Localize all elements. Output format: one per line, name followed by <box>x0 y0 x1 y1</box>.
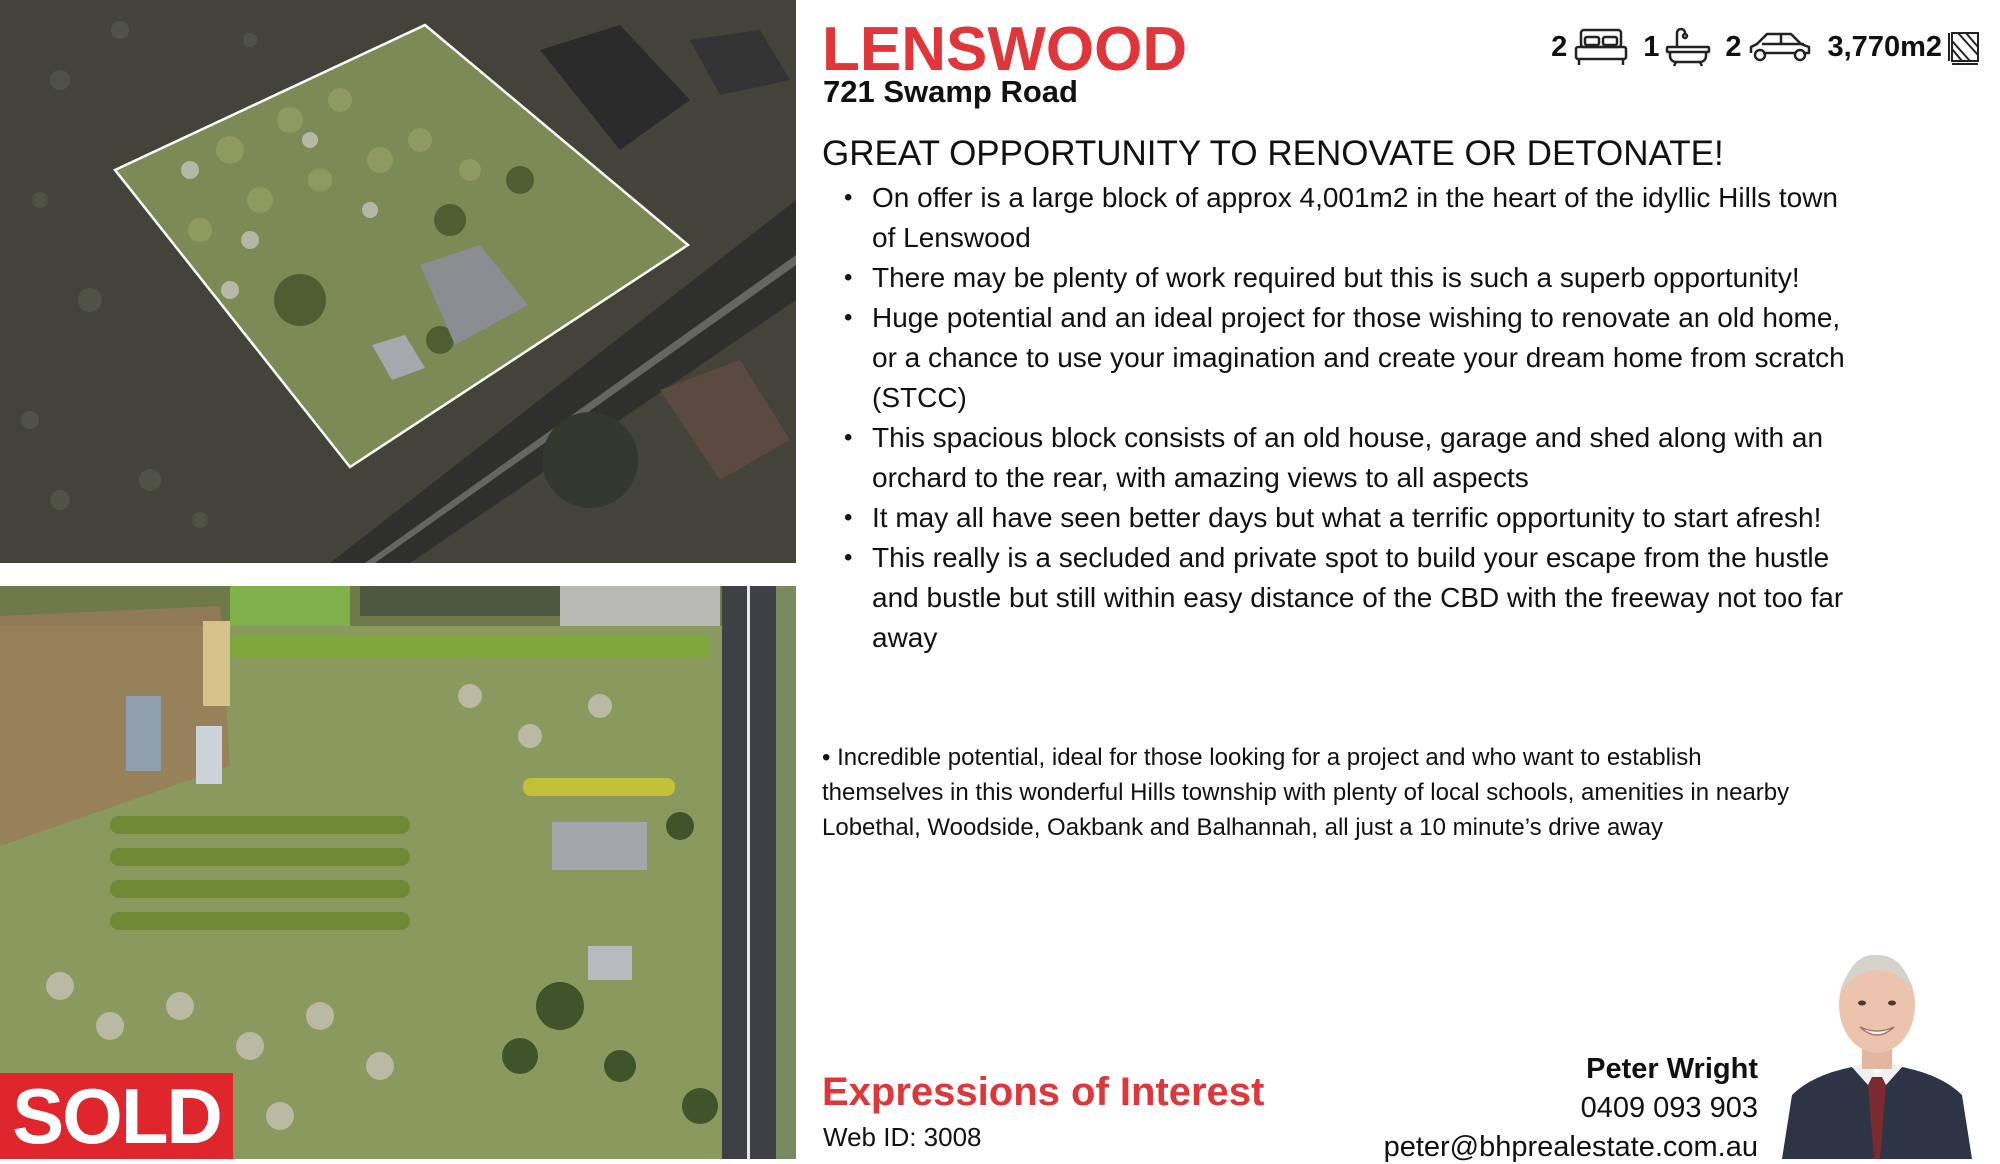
web-id: Web ID: 3008 <box>823 1122 982 1152</box>
agent-email[interactable]: peter@bhprealestate.com.au <box>1383 1131 1758 1163</box>
list-item: • This really is a secluded and private spot to build your escape from the hustle and bustle but still within easy distance of the CBD with the freeway not too far away <box>872 538 1852 658</box>
bed-icon <box>1573 27 1629 67</box>
feature-bullets <box>822 178 1852 658</box>
list-item: • There may be plenty of work required but this is such a superb opportunity! <box>872 258 1852 298</box>
aerial-photo-oblique <box>0 0 796 563</box>
bedrooms-feature <box>1551 27 1629 67</box>
agent-photo <box>1772 935 1982 1159</box>
bathtub-icon <box>1665 27 1711 67</box>
property-features <box>1551 24 1982 70</box>
agent-name: Peter Wright <box>1586 1053 1758 1085</box>
land-size-feature <box>1828 29 1983 65</box>
car-icon <box>1748 29 1814 65</box>
car-spaces-count: 2 <box>1725 30 1742 63</box>
suburb-title: LENSWOOD <box>822 15 1188 84</box>
bathrooms-count: 1 <box>1643 30 1660 63</box>
sale-method: Expressions of Interest <box>822 1070 1265 1114</box>
sold-badge: SOLD <box>0 1073 233 1159</box>
street-address: 721 Swamp Road <box>823 74 1078 109</box>
car-spaces-feature <box>1725 29 1813 65</box>
extra-description: • Incredible potential, ideal for those looking for a project and who want to establish themselves in this wonderful Hills township with plenty of local schools, amenities in nearby Lobethal, Woodside, Oakbank and Balhannah, all just a 10 minute’s drive away <box>822 744 1790 841</box>
list-item: • This spacious block consists of an old house, garage and shed along with an orchard to the rear, with amazing views to all aspects <box>872 418 1852 498</box>
list-item: • Huge potential and an ideal project for those wishing to renovate an old home, or a chance to use your imagination and create your dream home from scratch (STCC) <box>872 298 1852 418</box>
bathrooms-feature <box>1643 27 1711 67</box>
land-size-value: 3,770m2 <box>1827 30 1942 63</box>
agent-phone[interactable]: 0409 093 903 <box>1580 1092 1758 1124</box>
listing-headline: GREAT OPPORTUNITY TO RENOVATE OR DETONATE! <box>822 134 1724 173</box>
land-size-icon <box>1948 29 1982 65</box>
list-item: • On offer is a large block of approx 4,001m2 in the heart of the idyllic Hills town of Lenswood <box>872 178 1852 258</box>
list-item: • It may all have seen better days but what a terrific opportunity to start afresh! <box>872 498 1852 538</box>
bedrooms-count: 2 <box>1551 30 1568 63</box>
